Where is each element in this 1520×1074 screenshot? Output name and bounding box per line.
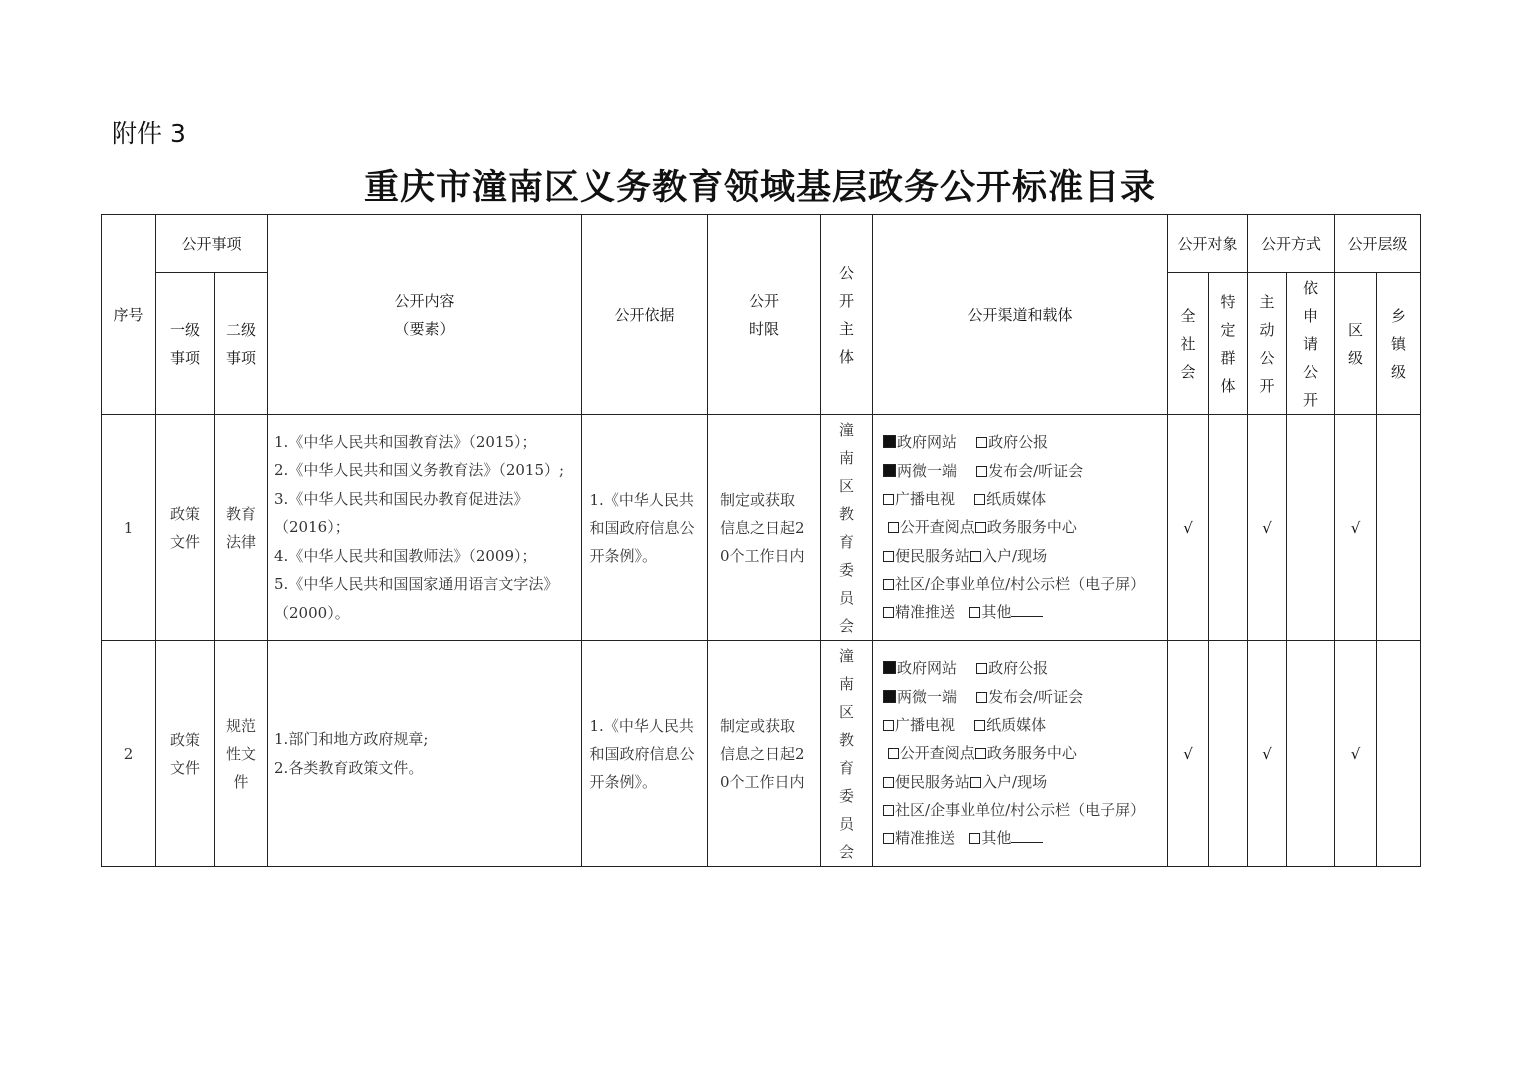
checkbox-icon[interactable] <box>883 551 894 562</box>
content-line: 2.《中华人民共和国义务教育法》（2015）; <box>274 461 565 480</box>
header-level-group: 公开层级 <box>1335 215 1421 273</box>
header-channel: 公开渠道和载体 <box>873 215 1168 415</box>
header-time-line2: 时限 <box>749 319 780 338</box>
checkbox-icon[interactable] <box>976 466 987 477</box>
header-item-group: 公开事项 <box>156 215 268 273</box>
row-level1: 政策文件 <box>156 641 215 867</box>
checkbox-icon[interactable] <box>976 437 987 448</box>
checkbox-icon[interactable] <box>974 720 985 731</box>
checkbox-icon[interactable] <box>975 522 986 533</box>
checkbox-checked-icon[interactable] <box>883 661 896 674</box>
checkbox-checked-icon[interactable] <box>883 435 896 448</box>
row-channels: 政府网站 政府公报 两微一端 发布会/听证会 广播电视 纸质媒体 公开查阅点 政务服务中心 便民服务站 入户/现场 社区/企事业单位/村公示栏（电子屏） 精准推送 其他 <box>873 415 1168 641</box>
row-level-district: √ <box>1335 415 1377 641</box>
row-method-apply <box>1287 415 1335 641</box>
checkbox-icon[interactable] <box>883 777 894 788</box>
header-target-specific: 特定群体 <box>1209 273 1248 415</box>
row-level-town <box>1377 641 1421 867</box>
header-target-group: 公开对象 <box>1168 215 1248 273</box>
checkbox-icon[interactable] <box>976 692 987 703</box>
checkbox-icon[interactable] <box>969 833 980 844</box>
checkbox-checked-icon[interactable] <box>883 690 896 703</box>
row-target-specific <box>1209 415 1248 641</box>
row-content <box>268 415 582 641</box>
row-level1: 政策文件 <box>156 415 215 641</box>
header-basis: 公开依据 <box>582 215 708 415</box>
header-content <box>268 215 582 415</box>
checkbox-icon[interactable] <box>974 494 985 505</box>
header-method-active: 主动公开 <box>1248 273 1287 415</box>
checkbox-icon[interactable] <box>888 748 899 759</box>
row-target-all: √ <box>1168 415 1209 641</box>
row-method-active: √ <box>1248 641 1287 867</box>
row-content <box>268 641 582 867</box>
checkbox-checked-icon[interactable] <box>883 464 896 477</box>
row-time: 制定或获取信息之日起20个工作日内 <box>708 415 821 641</box>
row-target-specific <box>1209 641 1248 867</box>
header-seq: 序号 <box>102 215 156 415</box>
checkbox-icon[interactable] <box>883 579 894 590</box>
checkbox-icon[interactable] <box>975 748 986 759</box>
checkbox-icon[interactable] <box>970 777 981 788</box>
checkbox-icon[interactable] <box>883 833 894 844</box>
row-level2: 教育法律 <box>215 415 268 641</box>
header-time <box>708 215 821 415</box>
header-level1: 一级事项 <box>156 273 215 415</box>
row-subject: 潼南区教育委员会 <box>821 641 873 867</box>
checkbox-icon[interactable] <box>883 494 894 505</box>
header-subject: 公开主体 <box>821 215 873 415</box>
checkbox-icon[interactable] <box>883 720 894 731</box>
checkbox-icon[interactable] <box>888 522 899 533</box>
content-line: 2.各类教育政策文件。 <box>274 758 424 777</box>
header-content-line2: （要素） <box>394 319 455 338</box>
table-row <box>102 641 1421 867</box>
row-level-town <box>1377 415 1421 641</box>
checkbox-icon[interactable] <box>970 551 981 562</box>
content-line: 3.《中华人民共和国民办教育促进法》 <box>274 489 529 508</box>
checkbox-icon[interactable] <box>883 607 894 618</box>
content-line: （2016）； <box>274 518 350 537</box>
row-target-all: √ <box>1168 641 1209 867</box>
checkbox-icon[interactable] <box>969 607 980 618</box>
row-basis: 1.《中华人民共和国政府信息公开条例》。 <box>582 415 708 641</box>
header-level2: 二级事项 <box>215 273 268 415</box>
checkbox-icon[interactable] <box>883 805 894 816</box>
catalog-table <box>101 214 1421 867</box>
row-method-apply <box>1287 641 1335 867</box>
header-method-group: 公开方式 <box>1248 215 1335 273</box>
content-line: 4.《中华人民共和国教师法》（2009）； <box>274 546 537 565</box>
row-time: 制定或获取信息之日起20个工作日内 <box>708 641 821 867</box>
header-level-town: 乡镇级 <box>1377 273 1421 415</box>
table-row <box>102 415 1421 641</box>
content-line: 1.部门和地方政府规章; <box>274 730 429 748</box>
row-basis: 1.《中华人民共和国政府信息公开条例》。 <box>582 641 708 867</box>
header-time-line1: 公开 <box>749 291 780 310</box>
row-seq: 2 <box>102 641 156 867</box>
content-line: 5.《中华人民共和国国家通用语言文字法》 <box>274 575 559 594</box>
row-method-active: √ <box>1248 415 1287 641</box>
header-target-all: 全社会 <box>1168 273 1209 415</box>
checkbox-icon[interactable] <box>976 663 987 674</box>
header-level-district: 区级 <box>1335 273 1377 415</box>
header-method-apply: 依申请公开 <box>1287 273 1335 415</box>
row-subject: 潼南区教育委员会 <box>821 415 873 641</box>
content-line: （2000）。 <box>274 603 350 622</box>
page-title: 重庆市潼南区义务教育领域基层政务公开标准目录 <box>363 167 1156 208</box>
row-seq: 1 <box>102 415 156 641</box>
row-level2: 规范性文件 <box>215 641 268 867</box>
attachment-label: 附件 3 <box>112 119 186 148</box>
row-level-district: √ <box>1335 641 1377 867</box>
content-line: 1.《中华人民共和国教育法》（2015）； <box>274 432 537 451</box>
row-channels: 政府网站 政府公报 两微一端 发布会/听证会 广播电视 纸质媒体 公开查阅点 政务服务中心 便民服务站 入户/现场 社区/企事业单位/村公示栏（电子屏） 精准推送 其他 <box>873 641 1168 867</box>
header-content-line1: 公开内容 <box>394 291 455 310</box>
